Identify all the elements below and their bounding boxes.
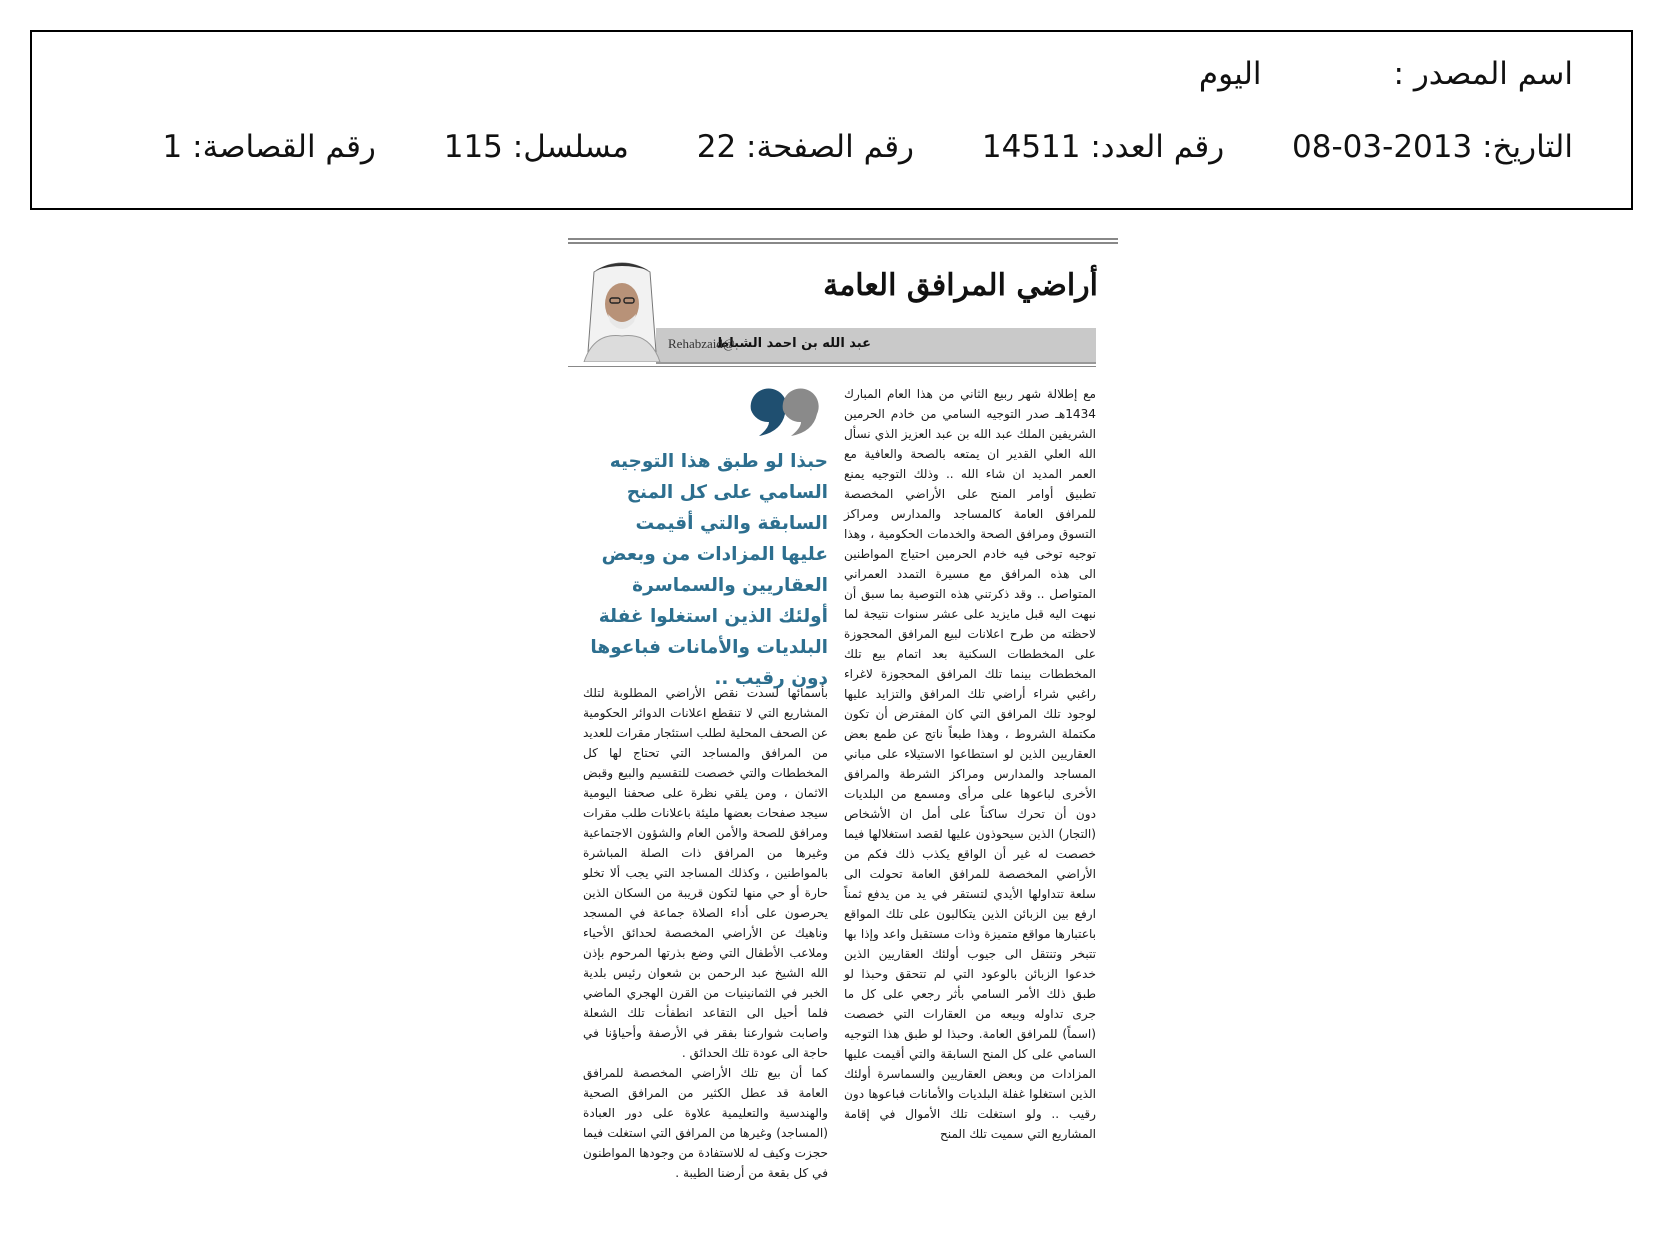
- article-column-left: [583, 683, 828, 1183]
- pull-quote: حبذا لو طبق هذا التوجيه السامي على كل المنح السابقة والتي أقيمت عليها المزادات من وبعض العقاريين والسماسرة أولئك الذين استغلوا غفلة البلديات والأمانات فباعوها دون رقيب ..: [590, 451, 828, 689]
- author-portrait-image: [574, 252, 670, 362]
- date-label: التاريخ:: [1482, 129, 1573, 165]
- author-handle: Rehabzaid@: [668, 336, 735, 351]
- page-field: [697, 127, 914, 167]
- column-left-paragraph-1: بأسمائها لسدت نقص الأراضي المطلوبة لتلك المشاريع التي لا تنقطع اعلانات الدوائر الحكومية عن الصحف المحلية لطلب استئجار مقرات للعديد من المرافق والمساجد التي تحتاج لها كل المخططات والتي خصصت للتقسيم والبيع وقبض الاثمان ، ومن يلقي نظرة على صحفنا اليومية سيجد صفحات بعضها مليئة باعلانات طلب مقرات ومرافق للصحة والأمن العام والشؤون الاجتماعية وغيرها من المرافق ذات الصلة المباشرة بالمواطنين ، وكذلك المساجد التي يجب ألا تخلو حارة أو حي منها لتكون قريبة من السكان الذين يحرصون على أداء الصلاة جماعة في المسجد وناهيك عن الأراضي المخصصة لحدائق الأحياء وملاعب الأطفال التي وضع بذرتها المرحوم بإذن الله الشيخ عبد الرحمن بن شعوان رئيس بلدية الخبر في الثمانينيات من القرن الهجري الماضي فلما أحيل الى التقاعد انطفأت تلك الشعلة واصابت شوارعنا بفقر في الأرصفة وأحياؤنا في حاجة الى عودة تلك الحدائق .: [583, 686, 828, 1060]
- serial-label: مسلسل:: [512, 129, 629, 165]
- quote-mark-icon: [743, 380, 823, 438]
- article-column-right: مع إطلالة شهر ربيع الثاني من هذا العام المبارك 1434هـ صدر التوجيه السامي من خادم الحرمين الشريفين الملك عبد الله بن عبد العزيز الذي نسأل الله العلي القدير ان يمتعه بالصحة والعافية مع العمر المديد ان شاء الله .. وذلك التوجيه يمنع تطبيق أوامر المنح على الأراضي المخصصة للمرافق العامة كالمساجد والمدارس ومراكز التسوق ومرافق الصحة والخدمات الحكومية ، وهذا توجيه توخى فيه خادم الحرمين احتياج المواطنين الى هذه المرافق مع مسيرة التمدد العمراني المتواصل .. وقد ذكرتني هذه التوصية بما سبق أن نبهت اليه قبل مايزيد على عشر سنوات نتيجة لما لاحظته من طرح اعلانات لبيع المرافق المحجوزة على المخططات السكنية بعد اتمام بيع تلك المخططات بينما تلك المرافق المحجوزة لاغراء راغبي شراء أراضي تلك المرافق والتزايد عليها لوجود تلك المرافق التي كان المفترض أن تكون مكتملة الشروط ، وهذا طبعاً ناتج عن طمع بعض العقاريين الذين لو استطاعوا الاستيلاء على مباني المساجد والمدارس ومراكز الشرطة والمرافق الأخرى لباعوها على مرأى ومسمع من البلديات دون أن تحرك ساكناً على أمل ان الأشخاص (التجار) الذين سيحوذون عليها لقصد استغلالها فيما خصصت له غير أن الواقع يكذب ذلك فكم من الأراضي المخصصة للمرافق العامة تحولت الى سلعة تتداولها الأيدي لتستقر في يد من يدفع ثمناً ارفع بين الزبائن الذين يتكالبون على تلك المواقع باعتبارها مواقع متميزة وذات مستقبل واعد وإذا بها تتبخر وتنتقل الى جيوب أولئك العقاريين الذين خدعوا الزبائن بالوعود التي لم تتحقق وحبذا لو طبق ذلك الأمر السامي بأثر رجعي على كل ما جرى تداوله وبيعه من العقارات التي خصصت (اسماً) للمرافق العامة. وحبذا لو طبق هذا التوجيه السامي على كل المنح السابقة والتي أقيمت عليها المزادات من وبعض العقاريين والسماسرة أولئك الذين استغلوا غفلة البلديات والأمانات فباعوها دون رقيب .. ولو استغلت تلك الأموال في إقامة المشاريع التي سميت تلك المنح: [844, 387, 1096, 1141]
- page-label: رقم الصفحة:: [746, 129, 915, 165]
- issue-field: [982, 127, 1224, 167]
- source-row: [1199, 54, 1573, 94]
- issue-label: رقم العدد:: [1090, 129, 1225, 165]
- serial-value: 115: [443, 129, 503, 165]
- clip-label: رقم القصاصة:: [192, 129, 376, 165]
- clip-value: 1: [162, 129, 183, 165]
- newspaper-clipping: [568, 238, 1118, 1240]
- serial-field: [444, 127, 629, 167]
- clipping-info-box: [30, 30, 1633, 210]
- page-value: 22: [696, 129, 737, 165]
- header-rule: [568, 366, 1096, 367]
- source-value: اليوم: [1198, 56, 1262, 92]
- clip-field: [163, 127, 376, 167]
- issue-value: 14511: [981, 129, 1081, 165]
- source-label: اسم المصدر :: [1393, 56, 1573, 92]
- author-name: عبد الله بن احمد الشباط: [715, 336, 871, 351]
- date-field: [1292, 127, 1573, 167]
- top-rule: [568, 238, 1118, 244]
- article-headline: أراضي المرافق العامة: [823, 268, 1098, 303]
- date-value: 2013-03-08: [1292, 129, 1473, 165]
- details-row: [163, 127, 1573, 167]
- column-left-paragraph-2: كما أن بيع تلك الأراضي المخصصة للمرافق العامة قد عطل الكثير من المرافق الصحية والهندسية والتعليمية علاوة على دور العبادة (المساجد) وغيرها من المرافق التي استغلت فيما حجزت وكيف له للاستفادة من وجودها المواطنون في كل بقعة من أرضنا الطيبة .: [583, 1066, 828, 1180]
- byline-bar: [656, 328, 1096, 364]
